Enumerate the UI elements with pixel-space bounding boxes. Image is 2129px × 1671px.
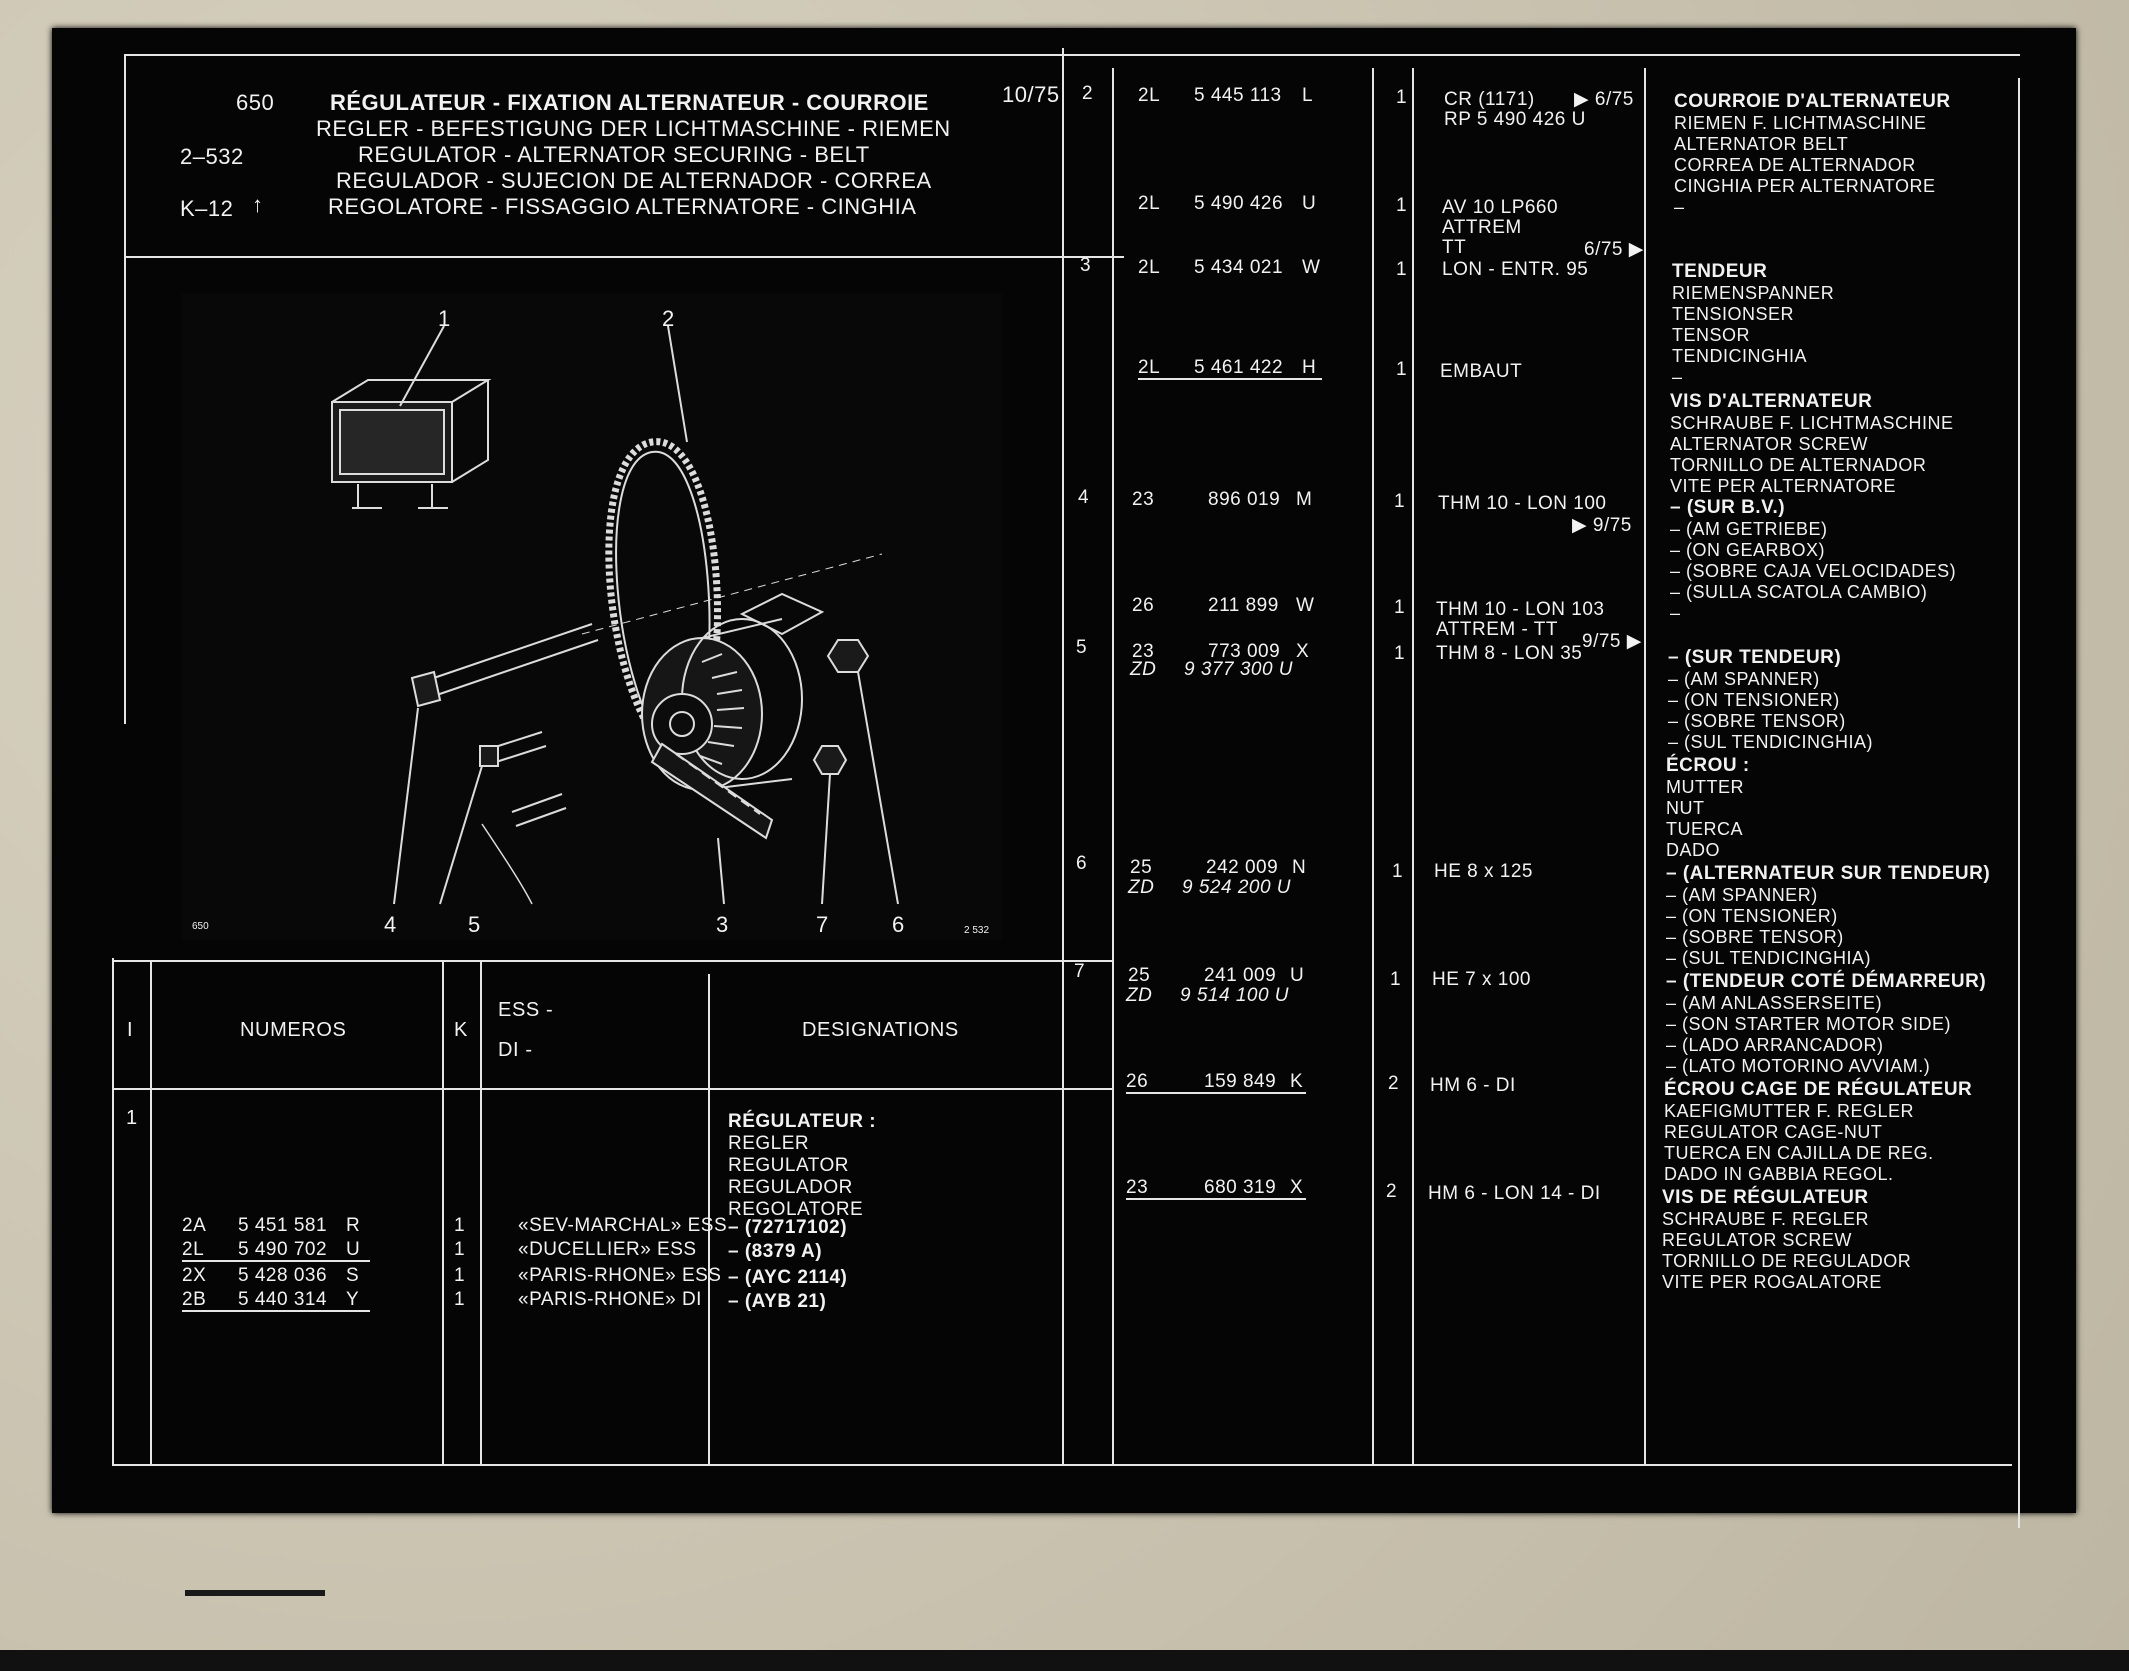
date-marker: ▶ 9/75: [1572, 515, 1632, 536]
header-designations: DESIGNATIONS: [802, 1019, 959, 1041]
right-col-i-left: [1062, 48, 1064, 1464]
col-k-divider: [480, 960, 482, 1466]
item-index: 2: [1082, 83, 1094, 104]
part-number: 680 319: [1204, 1177, 1277, 1198]
reg-screw-title: VIS DE RÉGULATEUR: [1662, 1187, 1869, 1208]
gearbox-de: – (AM GETRIEBE): [1670, 519, 1828, 539]
quantity: 1: [1394, 597, 1406, 618]
table-header-line: [112, 1088, 1112, 1090]
ess-line-1: HE 7 x 100: [1432, 969, 1531, 990]
date-marker: 6/75 ▶: [1584, 239, 1644, 260]
suffix: N: [1292, 857, 1307, 878]
supplier-ref: – (8379 A): [728, 1241, 823, 1262]
callout-3: 3: [716, 912, 729, 937]
quantity: 1: [1396, 195, 1408, 216]
suffix: Y: [346, 1289, 360, 1310]
part-number-2: 9 377 300 U: [1184, 659, 1294, 680]
quantity: 1: [1394, 643, 1406, 664]
part-number: 5 445 113: [1194, 85, 1282, 106]
title-es: REGULADOR - SUJECION DE ALTERNADOR - CORREA: [336, 168, 932, 193]
callout-6: 6: [892, 912, 905, 937]
part-number: 5 490 426: [1194, 193, 1284, 214]
ess-line-2: ATTREM - TT: [1436, 619, 1558, 640]
prefix: 2A: [182, 1215, 207, 1236]
item-index: 3: [1080, 255, 1092, 276]
designation-de: REGLER: [728, 1133, 810, 1154]
prefix: 2B: [182, 1290, 370, 1312]
quantity: 1: [1394, 491, 1406, 512]
prefix: 26: [1132, 595, 1155, 616]
quantity: 1: [454, 1239, 466, 1260]
quantity: 1: [1392, 861, 1404, 882]
header-i: I: [127, 1019, 134, 1041]
title-it: REGOLATORE - FISSAGGIO ALTERNATORE - CINGHIA: [328, 194, 917, 219]
suffix: U: [1290, 965, 1305, 986]
suffix: X: [1290, 1177, 1304, 1198]
ess-line-1: CR (1171): [1444, 89, 1535, 110]
tensioner-title: TENDEUR: [1672, 261, 1768, 282]
header-divider: [124, 256, 1124, 258]
quantity: 2: [1386, 1181, 1398, 1202]
cage-nut-de: KAEFIGMUTTER F. REGLER: [1664, 1101, 1915, 1121]
prefix-2: ZD: [1130, 659, 1157, 680]
on-tensioner-es: – (SOBRE TENSOR): [1668, 711, 1846, 731]
supplier: «SEV-MARCHAL» ESS: [518, 1215, 728, 1236]
header-numeros: NUMEROS: [240, 1019, 347, 1041]
part-number: 896 019: [1208, 489, 1281, 510]
suffix: H: [1302, 357, 1317, 378]
alt-on-tensioner-title: – (ALTERNATEUR SUR TENDEUR): [1666, 863, 1991, 884]
designation-en: REGULATOR: [728, 1155, 849, 1176]
right-col-des-left: [1644, 68, 1646, 1464]
tensioner-es: TENSOR: [1672, 325, 1751, 345]
title-de: REGLER - BEFESTIGUNG DER LICHTMASCHINE - RIEMEN: [316, 116, 951, 141]
quantity: 1: [1390, 969, 1402, 990]
item-index: 7: [1074, 961, 1086, 982]
up-arrow-icon: ↑: [252, 192, 264, 217]
cage-nut-it: DADO IN GABBIA REGOL.: [1664, 1164, 1894, 1184]
page-k: K–12: [180, 196, 234, 221]
alt-on-tensioner-it: – (SUL TENDICINGHIA): [1666, 948, 1872, 968]
belt-en: ALTERNATOR BELT: [1674, 134, 1849, 154]
screw-it: VITE PER ALTERNATORE: [1670, 476, 1897, 496]
callout-5: 5: [468, 912, 481, 937]
belt-dash: –: [1674, 197, 1685, 217]
header-k: K: [454, 1019, 468, 1041]
ess-line-1: HM 6 - LON 14 - DI: [1428, 1183, 1601, 1204]
part-number: 5 434 021: [1194, 257, 1284, 278]
col-i-divider: [150, 960, 152, 1466]
on-tensioner-de: – (AM SPANNER): [1668, 669, 1820, 689]
quantity: 1: [454, 1215, 466, 1236]
reg-screw-it: VITE PER ROGALATORE: [1662, 1272, 1882, 1292]
header-ess: ESS -: [498, 999, 554, 1021]
supplier-ref: – (AYB 21): [728, 1291, 827, 1312]
suffix: K: [1290, 1071, 1304, 1092]
prefix: 23: [1132, 641, 1155, 662]
ess-line-2: RP 5 490 426 U: [1444, 109, 1586, 130]
prefix: 25: [1128, 965, 1151, 986]
screw-de: SCHRAUBE F. LICHTMASCHINE: [1670, 413, 1954, 433]
starter-side-title: – (TENDEUR COTÉ DÉMARREUR): [1666, 971, 1987, 992]
ess-line-1: LON - ENTR. 95: [1442, 259, 1589, 280]
ess-line-1: EMBAUT: [1440, 361, 1523, 382]
suffix: R: [346, 1215, 361, 1236]
frame-left-upper: [124, 54, 126, 724]
on-tensioner-title: – (SUR TENDEUR): [1668, 647, 1842, 668]
ess-line-1: AV 10 LP660: [1442, 197, 1559, 218]
tensioner-it: TENDICINGHIA: [1672, 346, 1808, 366]
belt-es: CORREA DE ALTERNADOR: [1674, 155, 1916, 175]
frame-right: [2018, 78, 2020, 1528]
prefix: 2X: [182, 1265, 207, 1286]
page-date: 10/75: [1002, 82, 1060, 107]
diagram-code: 650: [192, 921, 209, 932]
part-number: 5 490 702: [238, 1239, 328, 1260]
page-ref: 2–532: [180, 144, 244, 169]
frame-left-lower: [112, 958, 114, 1466]
nut-de: MUTTER: [1666, 777, 1744, 797]
part-number: 5 451 581: [238, 1215, 328, 1236]
title-fr: RÉGULATEUR - FIXATION ALTERNATEUR - COURROIE: [330, 90, 929, 115]
header-di: DI -: [498, 1039, 533, 1061]
ess-line-1: HE 8 x 125: [1434, 861, 1533, 882]
gearbox-es: – (SOBRE CAJA VELOCIDADES): [1670, 561, 1957, 581]
page-code: 650: [236, 90, 275, 115]
tensioner-en: TENSIONSER: [1672, 304, 1795, 324]
ess-line-1: THM 10 - LON 103: [1436, 599, 1605, 620]
callout-1: 1: [438, 306, 451, 331]
film-scratch: [185, 1590, 325, 1596]
title-en: REGULATOR - ALTERNATOR SECURING - BELT: [358, 142, 870, 167]
ess-line-2: ATTREM: [1442, 217, 1522, 238]
prefix: 2L: [1138, 193, 1161, 214]
prefix: 23: [1132, 489, 1155, 510]
starter-side-it: – (LATO MOTORINO AVVIAM.): [1666, 1056, 1931, 1076]
suffix: S: [346, 1265, 360, 1286]
callout-7: 7: [816, 912, 829, 937]
suffix: U: [346, 1239, 361, 1260]
prefix: 23: [1126, 1178, 1306, 1200]
reg-screw-de: SCHRAUBE F. REGLER: [1662, 1209, 1870, 1229]
screw-title: VIS D'ALTERNATEUR: [1670, 391, 1873, 412]
exploded-diagram: [182, 294, 1002, 940]
film-edge: [0, 1650, 2129, 1671]
date-marker: ▶ 6/75: [1574, 89, 1634, 110]
supplier: «DUCELLIER» ESS: [518, 1239, 697, 1260]
item-index: 6: [1076, 853, 1088, 874]
alternator-drawing: [182, 294, 1002, 940]
right-col-k-left: [1372, 68, 1374, 1464]
prefix: 2L: [1138, 358, 1322, 380]
part-number: 5 428 036: [238, 1265, 328, 1286]
supplier: «PARIS-RHONE» DI: [518, 1289, 702, 1310]
part-number: 159 849: [1204, 1071, 1277, 1092]
prefix: 26: [1126, 1072, 1306, 1094]
alt-on-tensioner-en: – (ON TENSIONER): [1666, 906, 1838, 926]
suffix: W: [1302, 257, 1321, 278]
callout-2: 2: [662, 306, 675, 331]
quantity: 1: [454, 1289, 466, 1310]
part-number: 211 899: [1208, 595, 1279, 616]
part-number: 241 009: [1204, 965, 1277, 986]
item-index: 5: [1076, 637, 1088, 658]
tensioner-de: RIEMENSPANNER: [1672, 283, 1835, 303]
diagram-ref: 2 532: [964, 925, 990, 936]
gearbox-title: – (SUR B.V.): [1670, 497, 1786, 518]
supplier-ref: – (AYC 2114): [728, 1267, 848, 1288]
on-tensioner-en: – (ON TENSIONER): [1668, 690, 1840, 710]
prefix: 2L: [1138, 257, 1161, 278]
cage-nut-title: ÉCROU CAGE DE RÉGULATEUR: [1664, 1079, 1973, 1100]
ess-line-1: HM 6 - DI: [1430, 1075, 1516, 1096]
row-index-1: 1: [126, 1107, 138, 1129]
suffix: W: [1296, 595, 1315, 616]
part-number-2: 9 514 100 U: [1180, 985, 1290, 1006]
ess-line-3: TT: [1442, 237, 1467, 258]
frame-top: [124, 54, 2020, 56]
gearbox-it: – (SULLA SCATOLA CAMBIO): [1670, 582, 1928, 602]
cage-nut-en: REGULATOR CAGE-NUT: [1664, 1122, 1883, 1142]
parts-catalogue-sheet: [52, 28, 2076, 1513]
quantity: 1: [454, 1265, 466, 1286]
suffix: X: [1296, 641, 1310, 662]
suffix: M: [1296, 489, 1313, 510]
quantity: 1: [1396, 87, 1408, 108]
item-index: 4: [1078, 487, 1090, 508]
gearbox-en: – (ON GEARBOX): [1670, 540, 1826, 560]
right-col-ess-left: [1412, 68, 1414, 1464]
part-number: 242 009: [1206, 857, 1279, 878]
belt-title: COURROIE D'ALTERNATEUR: [1674, 91, 1951, 112]
callout-4: 4: [384, 912, 397, 937]
part-number: 5 440 314: [238, 1289, 328, 1310]
starter-side-de: – (AM ANLASSERSEITE): [1666, 993, 1883, 1013]
prefix: 2L: [182, 1240, 370, 1262]
designation-it: REGOLATORE: [728, 1199, 864, 1220]
prefix: 25: [1130, 857, 1153, 878]
prefix-2: ZD: [1128, 877, 1155, 898]
nut-it: DADO: [1666, 840, 1721, 860]
quantity: 2: [1388, 1073, 1400, 1094]
alt-on-tensioner-es: – (SOBRE TENSOR): [1666, 927, 1844, 947]
part-number-2: 9 524 200 U: [1182, 877, 1292, 898]
quantity: 1: [1396, 259, 1408, 280]
belt-it: CINGHIA PER ALTERNATORE: [1674, 176, 1936, 196]
supplier: «PARIS-RHONE» ESS: [518, 1265, 722, 1286]
on-tensioner-it: – (SUL TENDICINGHIA): [1668, 732, 1874, 752]
ess-line-1: THM 10 - LON 100: [1438, 493, 1607, 514]
nut-title: ÉCROU :: [1666, 755, 1750, 776]
designation-es: REGULADOR: [728, 1177, 853, 1198]
nut-es: TUERCA: [1666, 819, 1744, 839]
nut-en: NUT: [1666, 798, 1705, 818]
suffix: L: [1302, 85, 1314, 106]
supplier-ref: – (72717102): [728, 1217, 848, 1238]
col-numeros-divider: [442, 960, 444, 1466]
gearbox-dash: –: [1670, 603, 1681, 623]
reg-screw-en: REGULATOR SCREW: [1662, 1230, 1852, 1250]
starter-side-es: – (LADO ARRANCADOR): [1666, 1035, 1884, 1055]
screw-es: TORNILLO DE ALTERNADOR: [1670, 455, 1927, 475]
cage-nut-es: TUERCA EN CAJILLA DE REG.: [1664, 1143, 1934, 1163]
part-number: 5 461 422: [1194, 357, 1284, 378]
tensioner-dash: –: [1672, 367, 1683, 387]
suffix: U: [1302, 193, 1317, 214]
quantity: 1: [1396, 359, 1408, 380]
frame-bottom: [112, 1464, 2012, 1466]
belt-de: RIEMEN F. LICHTMASCHINE: [1674, 113, 1927, 133]
designation-title: RÉGULATEUR :: [728, 1111, 877, 1132]
screw-en: ALTERNATOR SCREW: [1670, 434, 1869, 454]
alt-on-tensioner-de: – (AM SPANNER): [1666, 885, 1818, 905]
prefix-2: ZD: [1126, 985, 1153, 1006]
right-col-numeros-left: [1112, 68, 1114, 1464]
table-top-line: [112, 960, 1112, 962]
date-marker: 9/75 ▶: [1582, 631, 1642, 652]
part-number: 773 009: [1208, 641, 1281, 662]
ess-line-1: THM 8 - LON 35: [1436, 643, 1583, 664]
starter-side-en: – (SON STARTER MOTOR SIDE): [1666, 1014, 1952, 1034]
prefix: 2L: [1138, 85, 1161, 106]
reg-screw-es: TORNILLO DE REGULADOR: [1662, 1251, 1912, 1271]
